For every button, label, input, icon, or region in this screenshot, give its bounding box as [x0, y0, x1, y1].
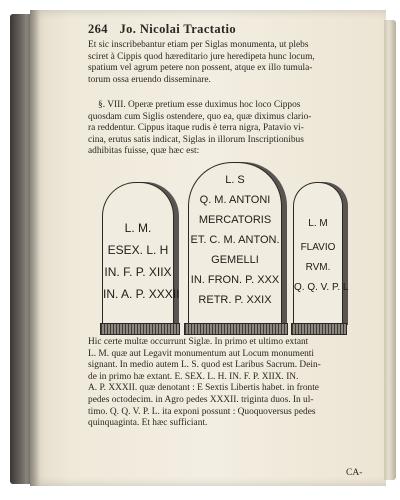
inscription-line: L. M.: [124, 221, 152, 235]
cippus-center: [188, 162, 282, 325]
text-line: quinquaginta. Et hæc sufficiant.: [88, 418, 208, 429]
catchword: CA-: [346, 468, 363, 478]
cippus-engraving: [96, 150, 351, 325]
text-line: adhibitas fuisse, quæ hæc est:: [88, 146, 200, 157]
text-line: pedes octodecim. in Agro pedes XXXII. triginta duos. In ul-: [88, 394, 314, 405]
text-line: ra reddentur. Cippus itaque rudis è terra nigra, Patavio vi-: [88, 123, 304, 134]
inscription-line: IN. F. P. XIIX: [104, 265, 172, 279]
inscription-line: RETR. P. XXIX: [198, 294, 272, 306]
text-line: de in primo hæ extant. E. SEX. L. H. IN. F. P. XIIX. IN.: [88, 371, 299, 382]
inscription-line: Q. M. ANTONI: [199, 194, 271, 206]
text-line: signant. In medio autem L. S. quod est Laribus Sacrum. Dein-: [88, 360, 321, 371]
inscription-line: RVM.: [305, 262, 331, 273]
text-line: torum ossa eruendo disseminare.: [88, 74, 211, 85]
inscription-line: IN. A. P. XXXII: [103, 287, 180, 301]
text-line: quosdam cum Siglis ostendere, quo ea, quæ diximus clario-: [88, 111, 312, 122]
cippus-right: [293, 182, 349, 325]
paragraph-1: [88, 40, 370, 86]
running-title: Jo. Nicolai Tractatio: [119, 22, 237, 36]
cippus-right-base: [291, 323, 347, 335]
text-line: §. VIII. Operæ pretium esse duximus hoc loco Cippos: [98, 100, 301, 110]
text-line: Et sic inscribebantur etiam per Siglas monumenta, ut plebs: [88, 40, 309, 50]
text-line: timo. Q. Q. V. P. L. ita exponi possunt : Quoquoversus pedes: [88, 406, 316, 417]
inscription-line: GEMELLI: [211, 254, 259, 266]
book-fore-edge: [384, 20, 396, 480]
text-line: spatium vel agrum petere non possent, atque ex illo tumula-: [88, 63, 313, 74]
text-line: cina, erutus satis indicat, Siglas in illorum Inscriptionibus: [88, 134, 304, 145]
inscription-line: ET. C. M. ANTON.: [190, 234, 280, 246]
cippus-left: [102, 182, 180, 325]
cippus-left-base: [100, 323, 180, 335]
inscription-line: MERCATORIS: [198, 214, 272, 226]
inscription-line: IN. FRON. P. XXX: [190, 274, 280, 286]
inscription-line: ESEX. L. H: [107, 243, 169, 257]
paragraph-3: [88, 337, 370, 430]
text-line: sciret à Cippis quod hæreditario jure heredipeta hunc locum,: [88, 51, 315, 62]
inscription-line: FLAVIO: [300, 242, 336, 253]
page-number: 264: [88, 22, 108, 36]
text-line: L. M. quæ aut Legavit monumentum aut Locum monumenti: [88, 348, 315, 359]
inscription-line: L. M: [308, 218, 328, 229]
text-line: A. P. XXXII. quæ denotant : E Sextis Libertis habet. in fronte: [88, 383, 319, 394]
text-line: Hic certe multæ occurrunt Siglæ. In primo et ultimo extant: [88, 337, 309, 347]
running-header: [88, 22, 370, 37]
cippus-center-base: [184, 323, 288, 335]
inscription-line: Q. Q. V. P. L: [294, 282, 349, 293]
page-gutter-shadow: [30, 10, 40, 486]
inscription-line: L. S: [225, 174, 245, 186]
